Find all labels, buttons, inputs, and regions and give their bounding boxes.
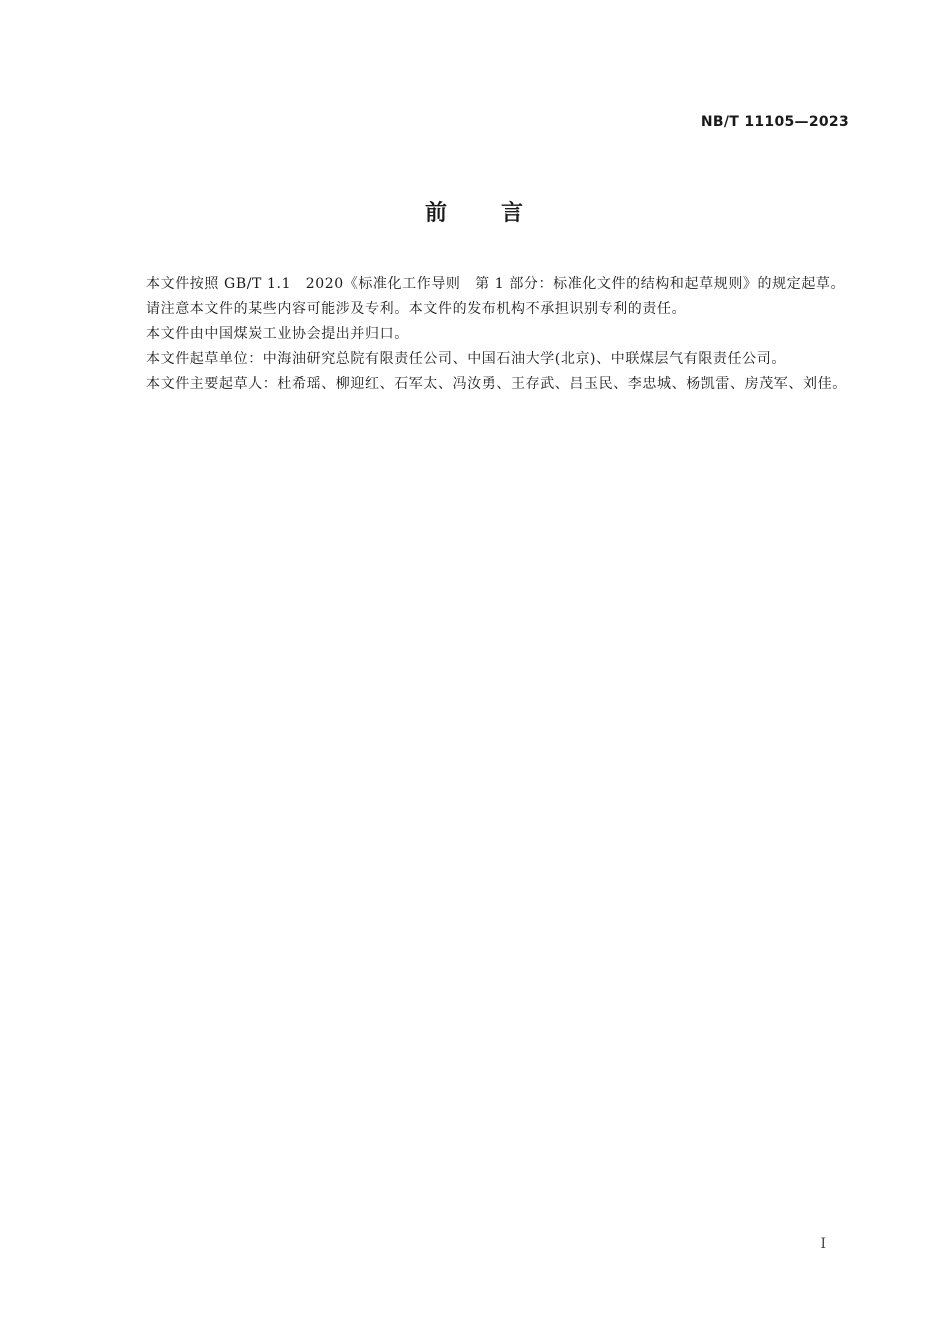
title-char-1: 前 xyxy=(424,201,449,226)
paragraph-patent-notice: 请注意本文件的某些内容可能涉及专利。本文件的发布机构不承担识别专利的责任。 xyxy=(146,301,687,317)
page-number: I xyxy=(820,1236,826,1252)
paragraph-drafting-units: 本文件起草单位：中海油研究总院有限责任公司、中国石油大学(北京)、中联煤层气有限责任公司。 xyxy=(146,351,786,367)
paragraph-drafting-rules: 本文件按照 GB/T 1.1 2020《标准化工作导则 第 1 部分：标准化文件的结构和起草规则》的规定起草。 xyxy=(146,276,846,292)
foreword-body xyxy=(116,272,851,397)
standard-number: NB/T 11105—2023 xyxy=(700,114,849,130)
paragraph-proposer: 本文件由中国煤炭工业协会提出并归口。 xyxy=(146,326,409,342)
title-char-2: 言 xyxy=(501,201,526,226)
paragraph-drafters: 本文件主要起草人：杜希瑶、柳迎红、石军太、冯汝勇、王存武、吕玉民、李忠城、杨凯雷、房茂军、刘佳。 xyxy=(146,376,847,392)
page-title xyxy=(0,196,950,227)
